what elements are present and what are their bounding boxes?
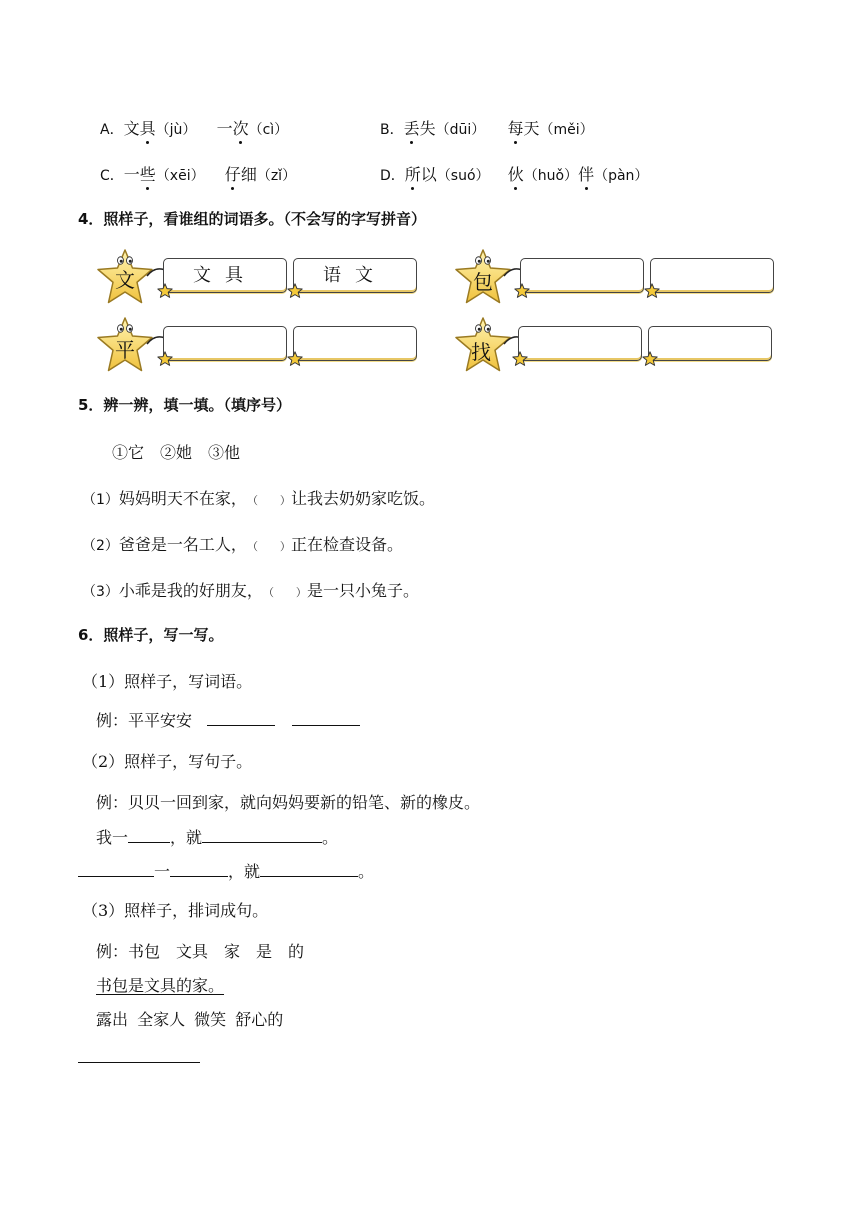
part-2-example: 例：贝贝一回到家，就向妈妈要新的铅笔、新的橡皮。 (96, 793, 481, 812)
part-2-title: （2）照样子，写句子。 (82, 752, 253, 771)
answer-blank[interactable]: （ ） (246, 540, 291, 553)
part-2-line-2: 一 ，就 。 (78, 859, 374, 882)
question-5-heading: 5．辨一辨，填一填。（填序号） (78, 396, 291, 414)
question-4-heading: 4．照样子，看谁组的词语多。（不会写的字写拼音） (78, 210, 426, 228)
small-star-icon (287, 351, 303, 367)
answer-line[interactable] (260, 875, 358, 877)
word-box[interactable] (520, 258, 644, 293)
answer-line[interactable] (202, 841, 322, 843)
part-3-example-answer: 书包是文具的家。 (96, 976, 225, 995)
group-char: 包 (473, 270, 493, 294)
answer-blank[interactable]: （ ） (246, 494, 291, 507)
group-char: 文 (115, 268, 135, 292)
part-1-title: （1）照样子，写词语。 (82, 672, 253, 691)
answer-blank[interactable]: （ ） (262, 586, 307, 599)
small-star-icon (512, 351, 528, 367)
answer-line[interactable] (78, 875, 154, 877)
answer-line[interactable] (170, 875, 228, 877)
group-char: 找 (471, 340, 491, 364)
answer-line[interactable] (292, 724, 360, 726)
option-a: A．文具（jù） 一次（cì） (100, 116, 288, 139)
pronoun-options: ①它 ②她 ③他 (112, 443, 241, 462)
small-star-icon (642, 351, 658, 367)
part-3-example: 例：书包 文具 家 是 的 (96, 942, 305, 961)
part-1-example: 例：平平安安 (96, 708, 360, 731)
word-box[interactable] (648, 326, 772, 361)
fill-item-1: （1）妈妈明天不在家，（ ）让我去奶奶家吃饭。 (82, 489, 435, 508)
small-star-icon (157, 283, 173, 299)
part-3-title: （3）照样子，排词成句。 (82, 901, 269, 920)
part-3-answer-line[interactable] (78, 1062, 200, 1063)
question-6-heading: 6．照样子，写一写。 (78, 626, 224, 644)
word-box[interactable] (650, 258, 774, 293)
option-d: D．所以（suó） 伙（huǒ）伴（pàn） (380, 162, 648, 185)
option-b: B．丢失（dūi） 每天（měi） (380, 116, 594, 139)
word-box[interactable] (518, 326, 642, 361)
small-star-icon (157, 351, 173, 367)
group-char: 平 (115, 338, 135, 362)
fill-item-2: （2）爸爸是一名工人，（ ）正在检查设备。 (82, 535, 403, 554)
word-box[interactable] (163, 326, 287, 361)
part-2-line-1: 我一 ，就 。 (96, 828, 339, 847)
small-star-icon (287, 283, 303, 299)
small-star-icon (644, 283, 660, 299)
word-box[interactable]: 语文 (293, 258, 417, 293)
word-box[interactable] (293, 326, 417, 361)
small-star-icon (514, 283, 530, 299)
answer-line[interactable] (128, 841, 170, 843)
option-c: C．一些（xēi） 仔细（zǐ） (100, 162, 296, 185)
word-box[interactable]: 文具 (163, 258, 287, 293)
answer-line[interactable] (207, 724, 275, 726)
part-3-words: 露出 全家人 微笑 舒心的 (96, 1010, 284, 1029)
fill-item-3: （3）小乖是我的好朋友，（ ）是一只小兔子。 (82, 581, 419, 600)
